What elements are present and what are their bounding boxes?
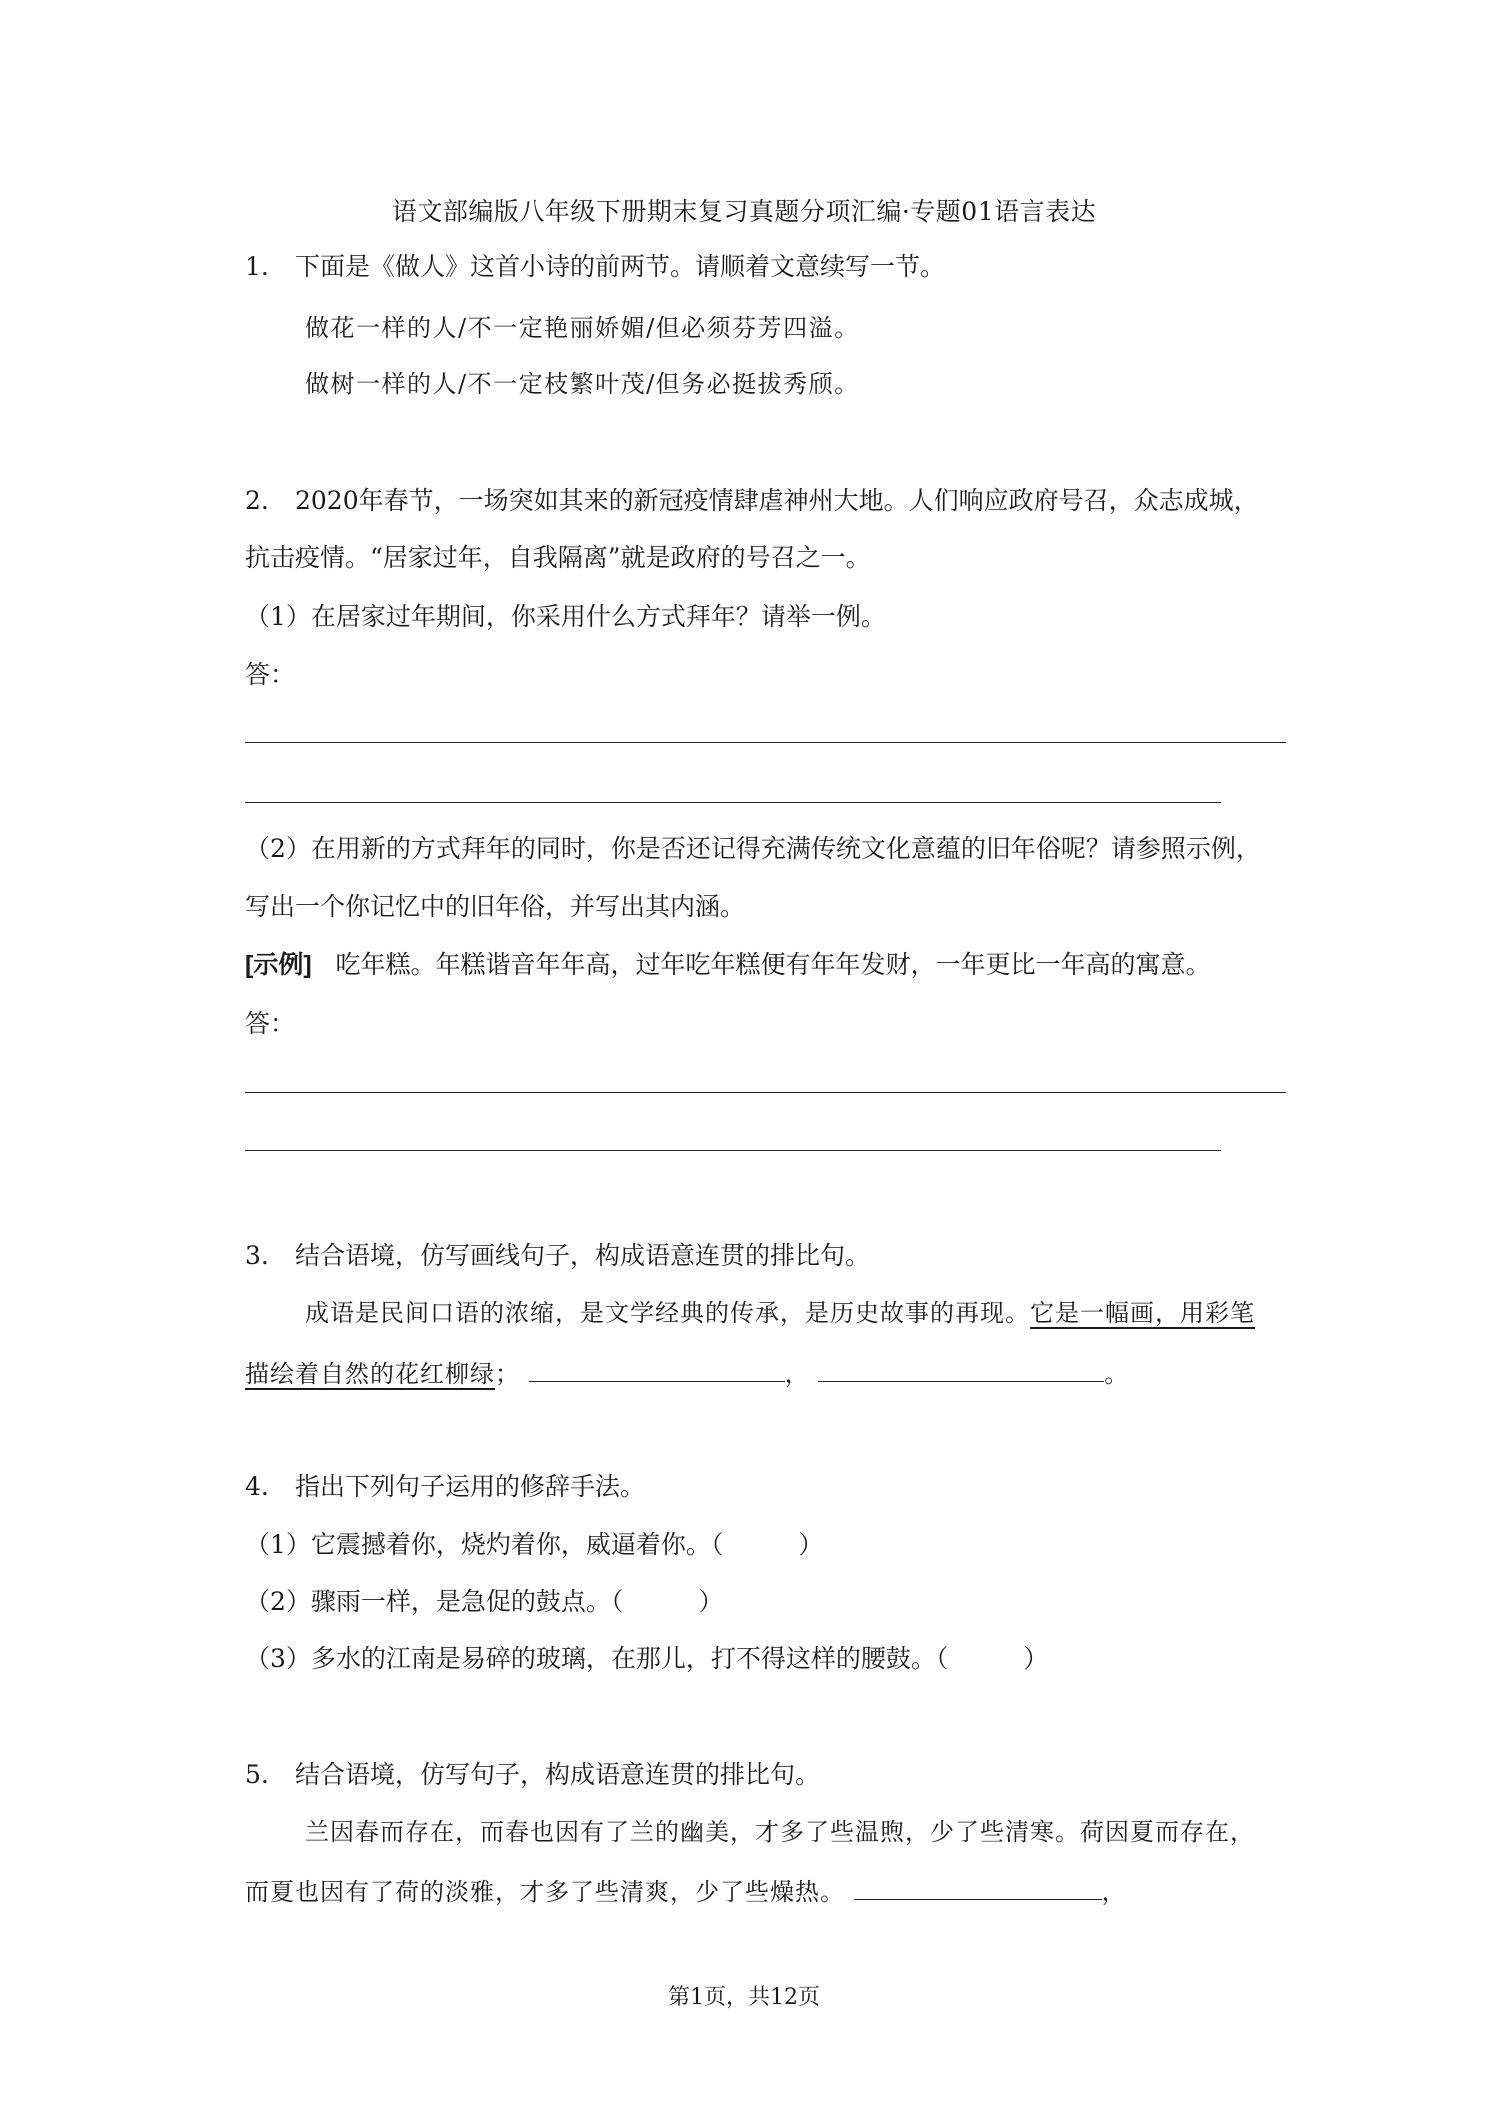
question-intro: 2020年春节，一场突如其来的新冠疫情肆虐神州大地。人们响应政府号召，众志成城， (295, 486, 1259, 515)
sub-question-1: （1）它震撼着你，烧灼着你，威逼着你。（ ） (245, 1530, 824, 1559)
question-1 (245, 250, 945, 284)
question-number: 5. (245, 1760, 269, 1789)
passage-line-2 (245, 1873, 1127, 1909)
example-text: 吃年糕。年糕谐音年年高，过年吃年糕便有年年发财，一年更比一年高的寓意。 (335, 950, 1211, 979)
example-line (245, 948, 1211, 982)
question-prompt: 指出下列句子运用的修辞手法。 (295, 1472, 646, 1501)
question-prompt: 下面是《做人》这首小诗的前两节。请顺着文意续写一节。 (295, 252, 946, 281)
punctuation: ， (784, 1360, 810, 1388)
passage-text: 而夏也因有了荷的淡雅，才多了些清爽，少了些燥热。 (245, 1878, 845, 1906)
fill-blank[interactable] (818, 1355, 1104, 1382)
question-5 (245, 1758, 820, 1792)
punctuation: 。 (1104, 1360, 1130, 1388)
question-number: 1. (245, 252, 269, 281)
underlined-sentence: 它是一幅画，用彩笔 (1030, 1299, 1255, 1327)
passage-line-2 (245, 1355, 1129, 1391)
answer-label: 答： (245, 1009, 296, 1038)
sub-question-2: （2）骤雨一样，是急促的鼓点。（ ） (245, 1587, 724, 1616)
answer-line[interactable] (245, 742, 1286, 743)
question-4 (245, 1470, 645, 1504)
passage-line-1: 兰因春而存在，而春也因有了兰的幽美，才多了些温煦，少了些清寒。荷因夏而存在， (305, 1818, 1255, 1846)
example-label: [示例] (245, 951, 312, 979)
answer-line[interactable] (245, 1150, 1221, 1151)
fill-blank[interactable] (854, 1873, 1102, 1900)
question-number: 4. (245, 1472, 269, 1501)
sub-question-2-continued: 写出一个你记忆中的旧年俗，并写出其内涵。 (245, 892, 746, 921)
sub-question-3: （3）多水的江南是易碎的玻璃，在那儿，打不得这样的腰鼓。（ ） (245, 1644, 1049, 1673)
poem-line-2: 做树一样的人/不一定枝繁叶茂/但务必挺拔秀颀。 (305, 370, 860, 398)
question-prompt: 结合语境，仿写画线句子，构成语意连贯的排比句。 (295, 1241, 871, 1270)
document-title: 语文部编版八年级下册期末复习真题分项汇编·专题01语言表达 (391, 197, 1097, 226)
poem-line-1: 做花一样的人/不一定艳丽娇媚/但必须芬芳四溢。 (305, 314, 860, 342)
question-2 (245, 484, 1259, 518)
question-number: 3. (245, 1241, 269, 1270)
fill-blank[interactable] (529, 1355, 785, 1382)
underlined-sentence: 描绘着自然的花红柳绿 (245, 1360, 495, 1388)
sub-question-1: （1）在居家过年期间，你采用什么方式拜年？请举一例。 (245, 602, 886, 631)
question-3 (245, 1239, 870, 1273)
question-number: 2. (245, 486, 269, 515)
sub-question-2: （2）在用新的方式拜年的同时，你是否还记得充满传统文化意蕴的旧年俗呢？请参照示例， (245, 834, 1261, 863)
question-prompt: 结合语境，仿写句子，构成语意连贯的排比句。 (295, 1760, 821, 1789)
passage-line-1 (305, 1296, 1255, 1330)
punctuation: ； (495, 1360, 520, 1388)
passage-text: 成语是民间口语的浓缩，是文学经典的传承，是历史故事的再现。 (305, 1299, 1030, 1327)
answer-line[interactable] (245, 1092, 1286, 1093)
punctuation: ， (1101, 1878, 1127, 1906)
answer-label: 答： (245, 660, 296, 689)
page-footer: 第1页，共12页 (668, 1985, 820, 2010)
question-intro-continued: 抗击疫情。“居家过年，自我隔离”就是政府的号召之一。 (245, 543, 871, 572)
answer-line[interactable] (245, 802, 1221, 803)
